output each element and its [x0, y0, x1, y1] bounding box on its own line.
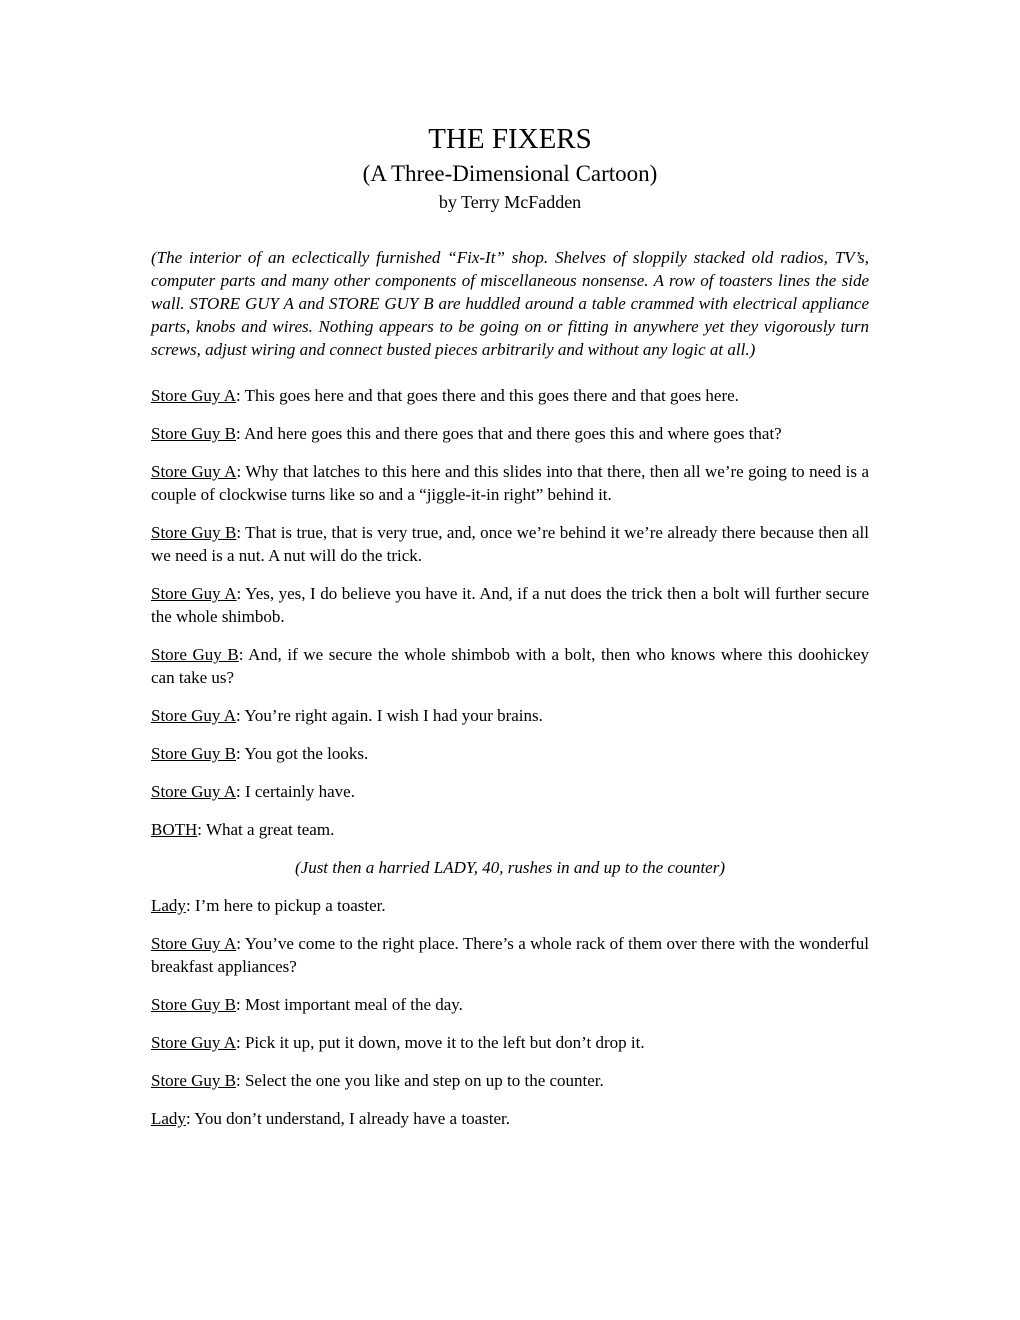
- dialogue-text: : Pick it up, put it down, move it to the left but don’t drop it.: [236, 1033, 645, 1052]
- mid-stage-direction: (Just then a harried LADY, 40, rushes in and up to the counter): [294, 858, 726, 877]
- speaker-name: Store Guy B: [151, 1071, 236, 1090]
- dialogue-block-1: [151, 384, 869, 841]
- dialogue-text: : You don’t understand, I already have a toaster.: [185, 1109, 510, 1128]
- speaker-name: Store Guy A: [151, 584, 237, 603]
- speaker-name: Lady: [151, 896, 186, 915]
- play-title: THE FIXERS: [428, 123, 592, 155]
- speaker-name: Store Guy B: [151, 424, 236, 443]
- dialogue-line: [151, 894, 869, 917]
- dialogue-line: [151, 742, 869, 765]
- dialogue-text: : Most important meal of the day.: [236, 995, 463, 1014]
- dialogue-text: : Select the one you like and step on up to the counter.: [236, 1071, 604, 1090]
- opening-stage-direction: (The interior of an eclectically furnished “Fix-It” shop. Shelves of sloppily stacked old radios, TV’s, computer parts and many other components of miscellaneous nonsense. A row of toasters lines the side wall. STORE GUY A and STORE GUY B are huddled around a table crammed with electrical appliance parts, knobs and wires. Nothing appears to be going on or fitting in anywhere yet they vigorously turn screws, adjust wiring and connect busted pieces arbitrarily and without any logic at all.): [151, 248, 869, 359]
- dialogue-text: : You’re right again. I wish I had your brains.: [236, 706, 543, 725]
- dialogue-line: [151, 780, 869, 803]
- dialogue-text: : What a great team.: [197, 820, 335, 839]
- dialogue-text: : You’ve come to the right place. There’s a whole rack of them over there with the wonderful breakfast appliances?: [151, 934, 870, 976]
- author-byline: by Terry McFadden: [438, 192, 582, 212]
- dialogue-line: [151, 422, 869, 445]
- dialogue-line: [151, 1031, 869, 1054]
- dialogue-line: [151, 704, 869, 727]
- dialogue-line: [151, 1069, 869, 1092]
- speaker-name: BOTH: [151, 820, 198, 839]
- dialogue-line: [151, 818, 869, 841]
- dialogue-text: : Yes, yes, I do believe you have it. And, if a nut does the trick then a bolt will further secure the whole shimbob.: [151, 584, 870, 626]
- dialogue-text: : And, if we secure the whole shimbob with a bolt, then who knows where this doohickey can take us?: [151, 645, 869, 687]
- title-block: [151, 122, 869, 213]
- dialogue-text: : This goes here and that goes there and this goes there and that goes here.: [236, 386, 739, 405]
- dialogue-text: : I certainly have.: [236, 782, 355, 801]
- dialogue-line: [151, 521, 869, 567]
- speaker-name: Store Guy B: [151, 645, 239, 664]
- speaker-name: Store Guy A: [151, 782, 236, 801]
- dialogue-text: : That is true, that is very true, and, once we’re behind it we’re already there because then all we need is a nut. A nut will do the trick.: [151, 523, 870, 565]
- dialogue-line: [151, 932, 869, 978]
- dialogue-line: [151, 582, 869, 628]
- speaker-name: Store Guy B: [151, 523, 237, 542]
- speaker-name: Store Guy A: [151, 462, 237, 481]
- dialogue-text: : And here goes this and there goes that and there goes this and where goes that?: [236, 424, 782, 443]
- dialogue-text: : Why that latches to this here and this slides into that there, then all we’re going to need is a couple of clockwise turns like so and a “jiggle-it-in right” behind it.: [151, 462, 869, 504]
- speaker-name: Lady: [151, 1109, 186, 1128]
- script-page: [151, 122, 869, 1130]
- speaker-name: Store Guy A: [151, 386, 236, 405]
- dialogue-line: [151, 384, 869, 407]
- speaker-name: Store Guy A: [151, 1033, 236, 1052]
- speaker-name: Store Guy A: [151, 706, 236, 725]
- dialogue-line: [151, 993, 869, 1016]
- dialogue-block-2: [151, 894, 869, 1130]
- speaker-name: Store Guy B: [151, 995, 236, 1014]
- dialogue-text: : You got the looks.: [236, 744, 369, 763]
- dialogue-line: [151, 1107, 869, 1130]
- dialogue-line: [151, 460, 869, 506]
- play-subtitle: (A Three-Dimensional Cartoon): [362, 161, 658, 186]
- dialogue-line: [151, 643, 869, 689]
- speaker-name: Store Guy B: [151, 744, 236, 763]
- dialogue-text: : I’m here to pickup a toaster.: [185, 896, 386, 915]
- speaker-name: Store Guy A: [151, 934, 237, 953]
